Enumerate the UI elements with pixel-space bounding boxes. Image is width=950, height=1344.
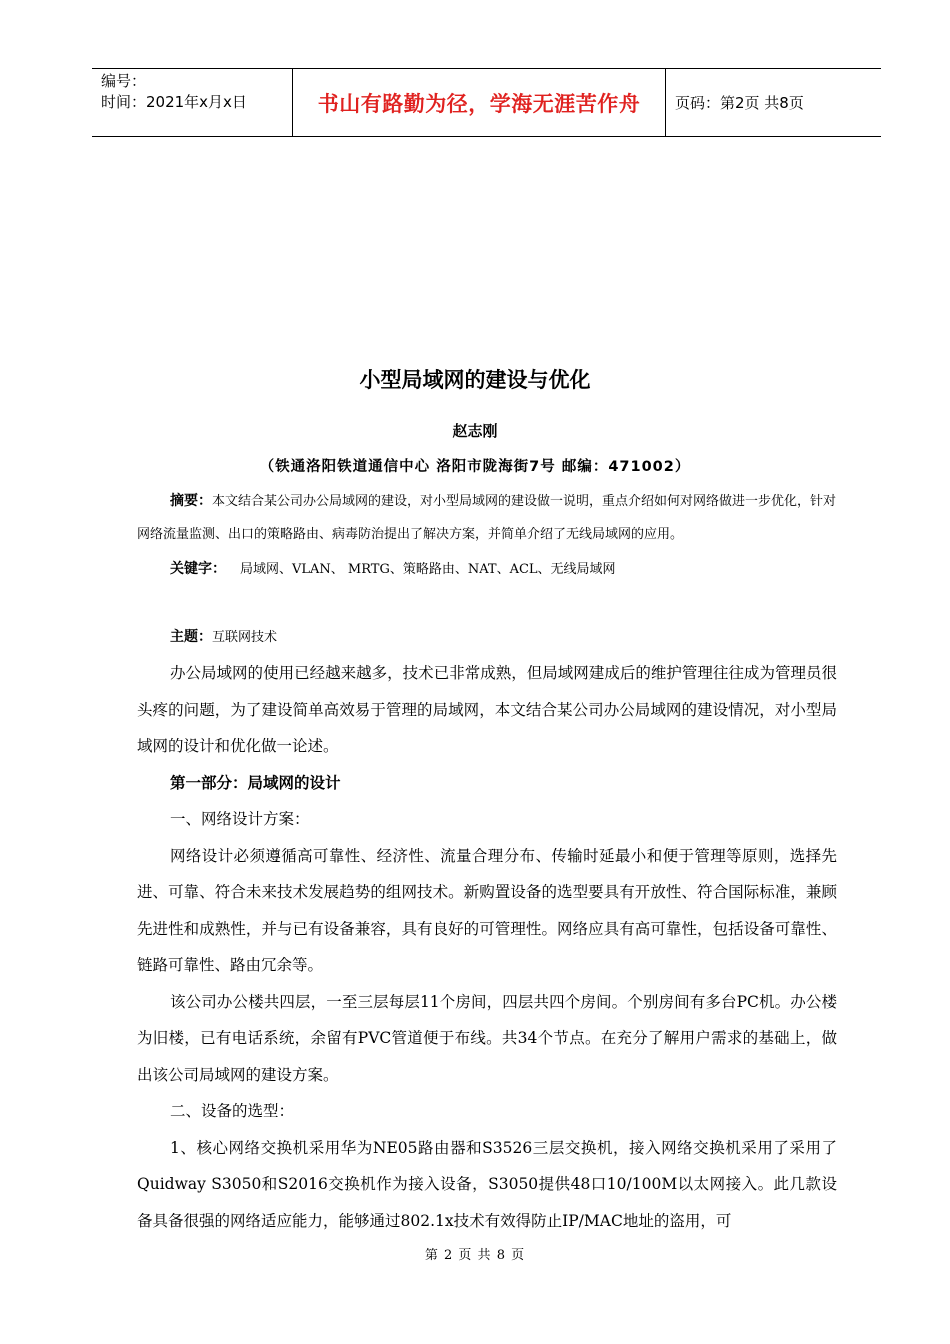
topic-label: 主题： <box>170 629 212 645</box>
section-heading: 第一部分：局域网的设计 <box>170 773 341 792</box>
time-label: 时间：2021年x月x日 <box>101 93 247 111</box>
paragraph-design-principles: 网络设计必须遵循高可靠性、经济性、流量合理分布、传输时延最小和便于管理等原则，选择先进、可靠、符合未来技术发展趋势的组网技术。新购置设备的选型要具有开放性、符合国际标准，兼顾先进性和成熟性，并与已有设备兼容，具有良好的可管理性。网络应具有高可靠性，包括设备可靠性、链路可靠性、路由冗余等。 <box>137 846 837 974</box>
document-title: 小型局域网的建设与优化 <box>359 368 591 392</box>
header-page-cell <box>666 69 881 136</box>
subsection-heading: 二、设备的选型： <box>170 1102 295 1120</box>
author: 赵志刚 <box>452 422 498 440</box>
abstract-text: 本文结合某公司办公局域网的建设，对小型局域网的建设做一说明，重点介绍如何对网络做进一步优化，针对网络流量监测、出口的策略路由、病毒防治提出了解决方案，并简单介绍了无线局域网的应用。 <box>137 494 837 542</box>
paragraph-intro: 办公局域网的使用已经越来越多，技术已非常成熟，但局域网建成后的维护管理往往成为管理员很头疼的问题，为了建设简单高效易于管理的局域网，本文结合某公司办公局域网的建设情况，对小型局域网的设计和优化做一论述。 <box>137 664 837 755</box>
keywords <box>170 555 616 584</box>
topic-text: 互联网技术 <box>212 630 278 645</box>
subsection-heading: 一、网络设计方案： <box>170 810 310 828</box>
page-footer: 第 2 页 共 8 页 <box>424 1248 526 1263</box>
header-motto-cell <box>293 69 666 136</box>
paragraph-building: 该公司办公楼共四层，一至三层每层11个房间，四层共四个房间。个别房间有多台PC机。办公楼为旧楼，已有电话系统，余留有PVC管道便于布线。共34个节点。在充分了解用户需求的基础上，做出该公司局域网的建设方案。 <box>137 992 837 1084</box>
header-table <box>92 68 881 137</box>
topic <box>170 625 277 650</box>
motto: 书山有路勤为径，学海无涯苦作舟 <box>317 91 641 116</box>
affiliation: （铁通洛阳铁道通信中心 洛阳市陇海街7号 邮编：471002） <box>259 459 691 475</box>
page-label: 页码：第2页 共8页 <box>675 94 804 112</box>
abstract-label: 摘要： <box>170 493 212 509</box>
keywords-label: 关键字： <box>170 561 226 577</box>
header-info-cell <box>92 69 293 136</box>
body-text <box>137 655 837 1239</box>
paragraph-equipment: 1、核心网络交换机采用华为NE05路由器和S3526三层交换机，接入网络交换机采用了采用了Quidway S3050和S2016交换机作为接入设备，S3050提供48口10/100M以太网接入。此几款设备具备很强的网络适应能力，能够通过802.1x技术有效得防止IP/MAC地址的盗用，可 <box>137 1138 837 1230</box>
number-label: 编号： <box>101 72 147 90</box>
abstract <box>137 485 837 551</box>
keywords-text: 局域网、VLAN、 MRTG、策略路由、NAT、ACL、无线局域网 <box>240 562 616 577</box>
